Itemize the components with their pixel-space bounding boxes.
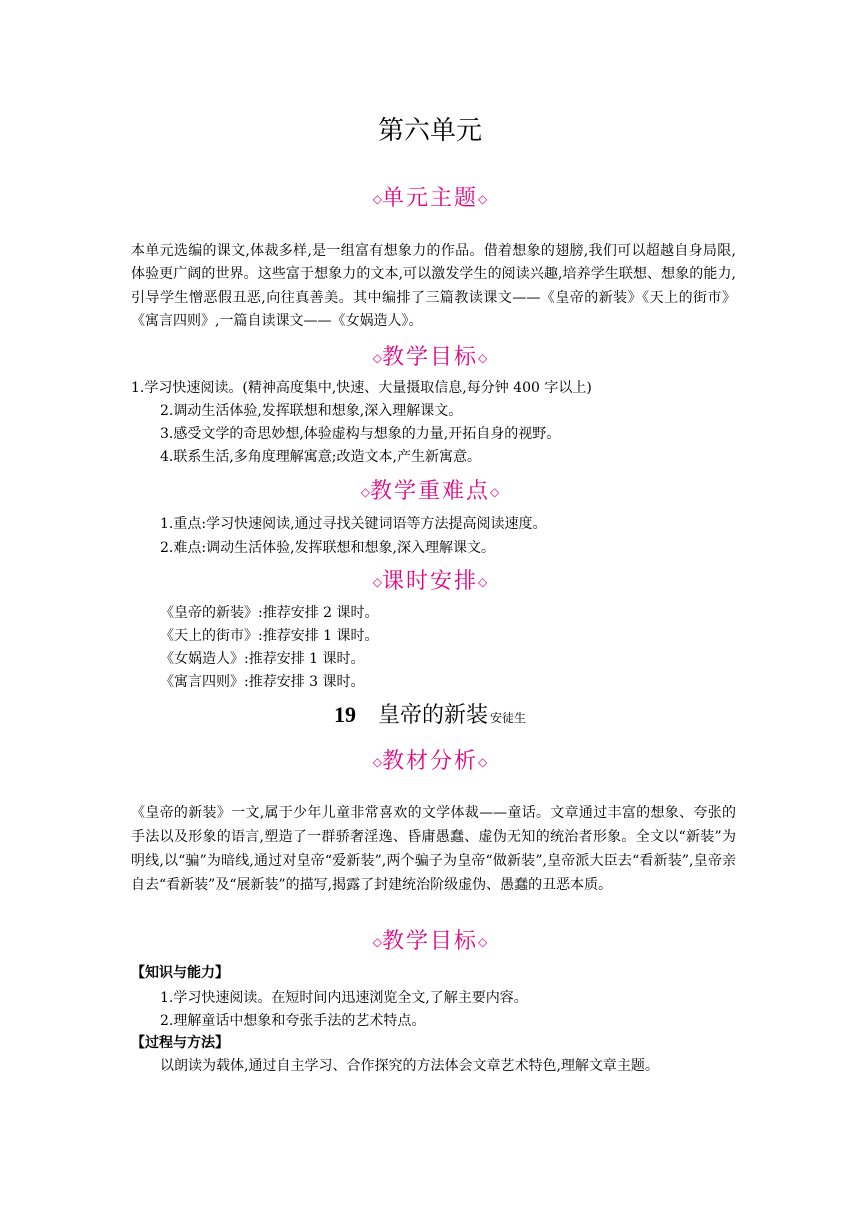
section-heading-text: 教学重难点 [369,479,490,504]
goal-item: 3.感受文学的奇思妙想,体验虚构与想象的力量,开拓自身的视野。 [160,426,561,442]
diamond-icon: ◇ [478,755,488,769]
diamond-icon: ◇ [372,192,382,206]
section-heading-theme [0,181,860,212]
keypoint-item: 1.重点:学习快速阅读,通过寻找关键词语等方法提高阅读速度。 [160,516,547,532]
diamond-icon: ◇ [372,351,382,365]
section-heading-keypoints [0,474,860,505]
lesson-title-text: 皇帝的新装 [377,703,488,728]
lesson-author: 安徒生 [490,711,527,725]
schedule-item: 《寓言四则》:推荐安排 3 课时。 [160,674,365,690]
diamond-icon: ◇ [372,755,382,769]
unit-title: 第六单元 [377,116,482,146]
schedule-item: 《女娲造人》:推荐安排 1 课时。 [160,651,365,667]
section-heading-text: 单元主题 [381,186,478,211]
diamond-icon: ◇ [372,935,382,949]
diamond-icon: ◇ [478,935,488,949]
section-heading-goals-lesson [0,924,860,955]
schedule-item: 《皇帝的新装》:推荐安排 2 课时。 [160,605,379,621]
goal-item: 1.学习快速阅读。(精神高度集中,快速、大量摄取信息,每分钟 400 字以上) [131,380,592,396]
diamond-icon: ◇ [372,575,382,589]
theme-paragraph: 本单元选编的课文,体裁多样,是一组富有想象力的作品。借着想象的翅膀,我们可以超越自身局限,体验更广阔的世界。这些富于想象力的文本,可以激发学生的阅读兴趣,培养学生联想、想象的能力,引导学生憎恶假丑恶,向往真善美。其中编排了三篇教读课文——《皇帝的新装》《天上的街市》《寓言四则》,一篇自读课文——《女娲造人》。 [131,243,736,329]
section-heading-text: 教学目标 [381,929,478,954]
analysis-paragraph: 《皇帝的新装》一文,属于少年儿童非常喜欢的文学体裁——童话。文章通过丰富的想象、夸张的手法以及形象的语言,塑造了一群骄奢淫逸、昏庸愚蠢、虚伪无知的统治者形象。全文以“新装”为明线,以“骗”为暗线,通过对皇帝“爱新装”,两个骗子为皇帝“做新装”,皇帝派大臣去“看新装”,皇帝亲自去“看新装”及“展新装”的描写,揭露了封建统治阶级虚伪、愚蠢的丑恶本质。 [131,805,736,893]
section-heading-schedule [0,564,860,595]
lesson-title [0,698,860,729]
section-heading-text: 教学目标 [381,345,478,370]
process-method-label: 【过程与方法】 [131,1035,229,1051]
diamond-icon: ◇ [478,192,488,206]
knowledge-item: 1.学习快速阅读。在短时间内迅速浏览全文,了解主要内容。 [160,990,528,1006]
lesson-number: 19 [333,702,356,727]
section-heading-goals [0,340,860,371]
knowledge-ability-label: 【知识与能力】 [131,965,229,981]
section-heading-text: 课时安排 [381,569,478,594]
goal-item: 4.联系生活,多角度理解寓意;改造文本,产生新寓意。 [160,449,481,465]
goal-item: 2.调动生活体验,发挥联想和想象,深入理解课文。 [160,403,463,419]
diamond-icon: ◇ [478,351,488,365]
diamond-icon: ◇ [478,575,488,589]
diamond-icon: ◇ [490,485,500,499]
diamond-icon: ◇ [360,485,370,499]
section-heading-text: 教材分析 [381,749,478,774]
schedule-item: 《天上的街市》:推荐安排 1 课时。 [160,628,379,644]
section-heading-analysis [0,744,860,775]
process-text: 以朗读为载体,通过自主学习、合作探究的方法体会文章艺术特色,理解文章主题。 [160,1058,659,1074]
knowledge-item: 2.理解童话中想象和夸张手法的艺术特点。 [160,1013,426,1029]
keypoint-item: 2.难点:调动生活体验,发挥联想和想象,深入理解课文。 [160,540,495,556]
